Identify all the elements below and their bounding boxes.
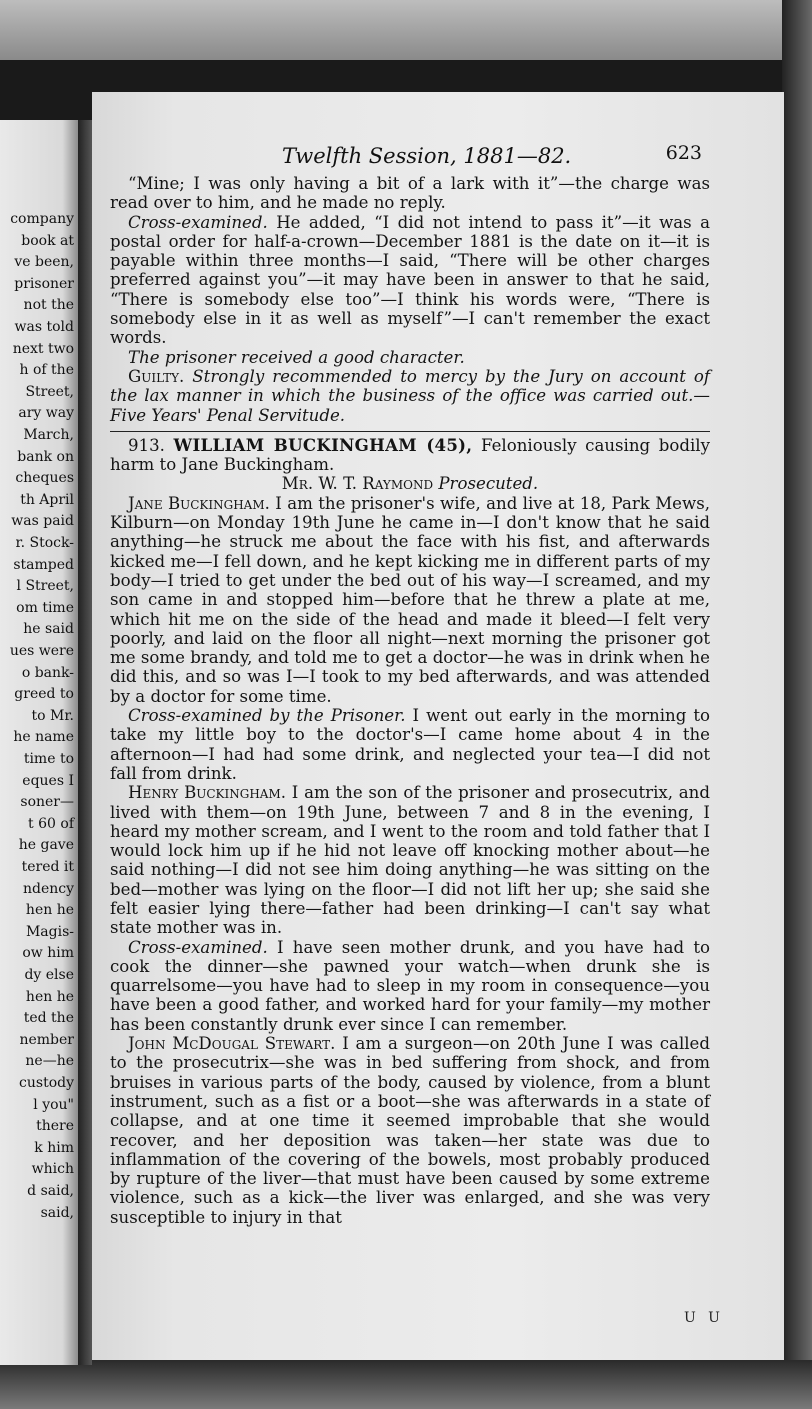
cross-label: Cross-examined.: [128, 212, 268, 232]
cross-label: Cross-examined.: [128, 937, 268, 957]
left-page-fragment: nember: [19, 1031, 74, 1048]
character-note: The prisoner received a good character.: [128, 347, 465, 367]
right-page: [92, 92, 784, 1360]
testimony-john: John McDougal Stewart. I am a surgeon—on 20th June I was called to the prosecutrix—she was in bed suffering from shock, and from bruises in various parts of the body, caused by violence, from a blunt instrument, such as a fist or a boot—she was afterwards in a state of collapse, and at one time it seemed improbable that she would recover, and her deposition was taken—her state was due to inflammation of the covering of the bowels, most probably produced by rupture of the liver—that must have been caused by some extreme violence, such as a kick—the liver was enlarged, and she was very susceptible to injury in that: [110, 1034, 710, 1227]
left-page-fragment: which: [31, 1161, 74, 1178]
background-top: [0, 0, 812, 60]
left-page-fragment: he gave: [18, 837, 74, 854]
left-page-fragment: hen he: [25, 902, 74, 919]
witness-name: Jane Buckingham.: [128, 493, 270, 513]
page-number: 623: [665, 142, 702, 164]
left-page-fragment: there: [36, 1118, 74, 1135]
witness-name: Henry Buckingham.: [128, 783, 287, 803]
paragraph: Cross-examined. He added, “I did not intend to pass it”—it was a postal order for half-a-crown—December 1881 is the date on it—it is payable within three months—I said, “There will be other charges preferred against you”—it may have been in answer to that he said, “There is somebody else too”—I think his words were, “There is somebody else in it as well as myself”—I can't remember the exact words.: [110, 212, 710, 348]
left-page-fragment: eques I: [22, 772, 74, 789]
section-rule: [110, 431, 710, 432]
left-page-fragment: hen he: [25, 988, 74, 1005]
left-page-fragment: Street,: [25, 383, 74, 400]
running-head-title: Twelfth Session, 1881—82.: [282, 144, 572, 168]
left-page-fragment: o bank-: [21, 664, 74, 681]
left-page-fragment: not the: [23, 297, 74, 314]
left-page-fragment: ow him: [22, 945, 74, 962]
background-bottom: [0, 1360, 812, 1409]
left-page-fragment: stamped: [13, 556, 74, 573]
left-page-fragment: bank on: [17, 448, 74, 465]
left-page-fragment: March,: [23, 427, 74, 443]
paragraph: “Mine; I was only having a bit of a lark with it”—the charge was read over to him, and he made no reply.: [110, 174, 710, 213]
left-page-fragment: ues were: [9, 643, 74, 659]
left-page-fragment: ndency: [22, 880, 74, 897]
prosecutor-line: [110, 474, 710, 493]
left-page-fragment: prisoner: [14, 275, 74, 292]
left-page-fragment: time to: [23, 751, 74, 767]
left-page-fragment: to Mr.: [31, 707, 74, 724]
left-page-fragment: th April: [20, 491, 74, 508]
prosecuted-label: Prosecuted.: [438, 474, 539, 494]
left-page-fragment: t 60 of: [28, 815, 74, 832]
left-page-fragment: l Street,: [16, 578, 74, 595]
cross-label: Cross-examined by the Prisoner.: [128, 706, 406, 726]
signature-mark: U U: [683, 1310, 724, 1326]
testimony-jane: Jane Buckingham. I am the prisoner's wife, and live at 18, Park Mews, Kilburn—on Monday 19th June he came in—I don't know that he said anything—he struck me about the face with his fist, and afterwards kicked me—I fell down, and he kept kicking me in different parts of my body—I tried to get under the bed out of his way—I screamed, and my son came in and stopped him—before that he threw a plate at me, which hit me on the side of the head and made it bleed—I felt very poorly, and laid on the floor all night—next morning the prisoner got me some brandy, and told me to get a doctor—he was in drink when he did this, and so was I—I took to my bed afterwards, and was attended by a doctor for some time.: [110, 493, 710, 706]
cross-henry: Cross-examined. I have seen mother drunk, and you have had to cook the dinner—she pawned your watch—when drunk she is quarrelsome—you have had to sleep in my room in consequence—you have been a good father, and worked hard for your family—my mother has been constantly drunk ever since I can remember.: [110, 937, 710, 1034]
left-page-fragment: book at: [21, 232, 74, 249]
left-page-fragment: h of the: [19, 362, 74, 379]
left-page-fragment: ary way: [18, 405, 74, 422]
left-page-fragment: was told: [14, 319, 74, 335]
left-page-fragment: ve been,: [14, 254, 74, 271]
left-page-fragment: said,: [40, 1204, 74, 1221]
left-page-fragment: r. Stock-: [15, 535, 74, 551]
left-page-fragment: he said: [23, 621, 74, 638]
book-gutter: [78, 120, 92, 1365]
left-page-fragment: dy else: [24, 967, 74, 983]
charge: Feloniously causing bodily harm to Jane Buckingham.: [110, 435, 710, 475]
background-right: [782, 0, 812, 1409]
prosecutor-name: Mr. W. T. Raymond: [281, 474, 434, 494]
left-page-fragment: company: [10, 211, 74, 227]
left-page-fragment: ted the: [23, 1010, 74, 1027]
defendant-name: WILLIAM BUCKINGHAM (45),: [173, 434, 473, 455]
left-page-edge: [0, 120, 78, 1365]
running-head: [92, 144, 784, 174]
left-page-fragment: tered it: [21, 859, 74, 875]
left-page-fragment: was paid: [11, 513, 74, 530]
left-page-fragment: om time: [16, 599, 74, 616]
verdict: Guilty. Strongly recommended to mercy by the Jury on account of the lax manner in which the business of the office was carried out.—Five Years' Penal Servitude.: [110, 366, 710, 425]
left-page-fragment: k him: [34, 1139, 74, 1156]
verdict-label: Guilty.: [128, 366, 185, 386]
left-page-fragment: cheques: [15, 470, 74, 487]
left-page-fragment: d said,: [27, 1183, 74, 1199]
left-page-fragment: ne—he: [25, 1053, 74, 1070]
testimony-henry: Henry Buckingham. I am the son of the prisoner and prosecutrix, and lived with them—on 19th June, between 7 and 8 in the evening, I heard my mother scream, and I went to the room and told father that I would lock him up if he hid not leave off knocking mother about—he said nothing—I did not see him doing anything—he was sitting on the bed—mother was lying on the floor—I did not lift her up; she said she felt easier lying there—father had been drinking—I can't say what state mother was in.: [110, 783, 710, 938]
witness-name: John McDougal Stewart.: [128, 1034, 336, 1054]
left-page-fragment: soner—: [20, 794, 74, 811]
left-page-fragment: greed to: [14, 686, 74, 703]
cross-jane: Cross-examined by the Prisoner. I went out early in the morning to take my little boy to the doctor's—I came home about 4 in the afternoon—I had had some drink, and neglected your tea—I did not fall from drink.: [110, 706, 710, 783]
left-page-fragment: he name: [13, 729, 74, 746]
left-page-fragment: Magis-: [25, 923, 74, 940]
page-body: [110, 174, 710, 1227]
left-page-fragment: next two: [12, 340, 74, 357]
case-heading: [110, 436, 710, 475]
case-number: 913.: [128, 435, 165, 455]
left-page-fragment: l you": [33, 1096, 74, 1113]
left-page-fragment: custody: [19, 1075, 74, 1091]
